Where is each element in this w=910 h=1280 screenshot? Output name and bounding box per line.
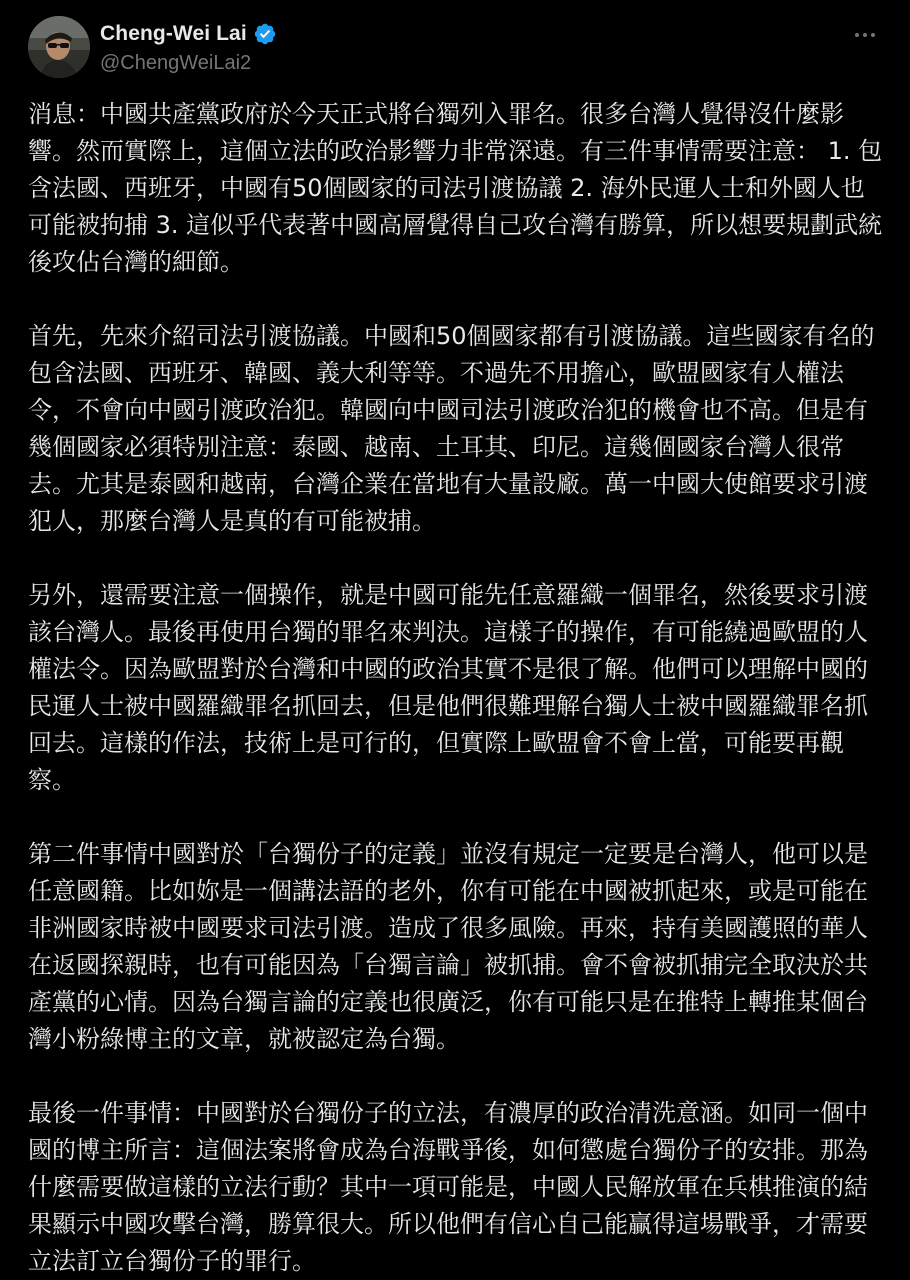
more-dot (871, 33, 875, 37)
avatar[interactable] (28, 16, 90, 78)
tweet-text (28, 96, 884, 1280)
user-handle[interactable]: @ChengWeiLai2 (100, 52, 252, 74)
tweet-paragraph: 首先，先來介紹司法引渡協議。中國和50個國家都有引渡協議。這些國家有名的包含法國、西班牙、韓國、義大利等等。不過先不用擔心，歐盟國家有人權法令，不會向中國引渡政治犯。韓國向中國司法引渡政治犯的機會也不高。但是有幾個國家必須特別注意：泰國、越南、土耳其、印尼。這幾個國家台灣人很常去。尤其是泰國和越南，台灣企業在當地有大量設廠。萬一中國大使館要求引渡犯人，那麼台灣人是真的有可能被捕。 (28, 322, 875, 535)
tweet-header (28, 16, 882, 80)
tweet-paragraph: 消息：中國共產黨政府於今天正式將台獨列入罪名。很多台灣人覺得沒什麼影響。然而實際上，這個立法的政治影響力非常深遠。有三件事情需要注意： 1. 包含法國、西班牙，中國有50個國家的司法引渡協議 2. 海外民運人士和外國人也可能被拘捕 3. 這似乎代表著中國高層覺得自己攻台灣有勝算，所以想要規劃武統後攻佔台灣的細節。 (28, 100, 883, 276)
tweet-paragraph: 最後一件事情：中國對於台獨份子的立法，有濃厚的政治清洗意涵。如同一個中國的博主所言：這個法案將會成為台海戰爭後，如何懲處台獨份子的安排。那為什麼需要做這樣的立法行動？其中一項可能是，中國人民解放軍在兵棋推演的結果顯示中國攻擊台灣，勝算很大。所以他們有信心自己能贏得這場戰爭，才需要立法訂立台獨份子的罪行。 (28, 1099, 868, 1275)
tweet-paragraph: 第二件事情中國對於「台獨份子的定義」並沒有規定一定要是台灣人，他可以是任意國籍。比如妳是一個講法語的老外，你有可能在中國被抓起來，或是可能在非洲國家時被中國要求司法引渡。造成了很多風險。再來，持有美國護照的華人在返國探親時，也有可能因為「台獨言論」被抓捕。會不會被抓捕完全取決於共產黨的心情。因為台獨言論的定義也很廣泛，你有可能只是在推特上轉推某個台灣小粉綠博主的文章，就被認定為台獨。 (28, 840, 868, 1053)
more-options-button[interactable] (848, 22, 882, 48)
display-name[interactable]: Cheng-Wei Lai (100, 22, 247, 45)
name-row (100, 20, 277, 48)
profile-photo-icon (28, 16, 90, 78)
more-horizontal-icon (855, 33, 859, 37)
more-dot (863, 33, 867, 37)
verified-badge-icon (253, 22, 277, 46)
tweet-paragraph: 另外，還需要注意一個操作，就是中國可能先任意羅織一個罪名，然後要求引渡該台灣人。最後再使用台獨的罪名來判決。這樣子的操作，有可能繞過歐盟的人權法令。因為歐盟對於台灣和中國的政治其實不是很了解。他們可以理解中國的民運人士被中國羅織罪名抓回去，但是他們很難理解台獨人士被中國羅織罪名抓回去。這樣的作法，技術上是可行的，但實際上歐盟會不會上當，可能要再觀察。 (28, 581, 868, 794)
